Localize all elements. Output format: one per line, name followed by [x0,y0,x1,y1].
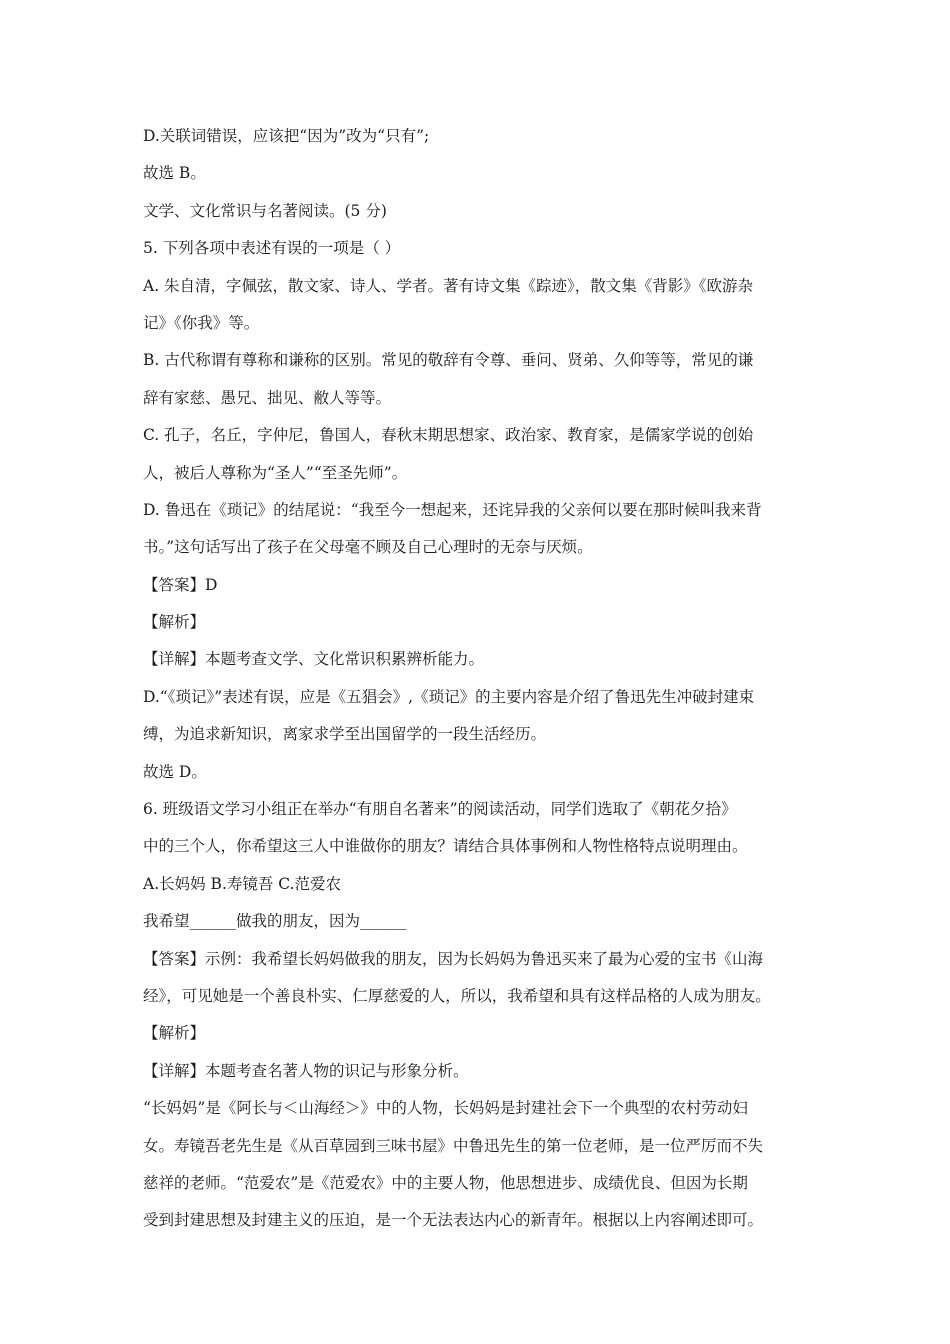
text-line: 故选 D。 [143,762,207,781]
option-c: C. 孔子，名丘，字仲尼，鲁国人，春秋末期思想家、政治家、教育家，是儒家学说的创始 [143,426,754,445]
question-6-options: A.长妈妈 B.寿镜吾 C.范爱农 [143,874,342,893]
option-a-cont: 记》《你我》等。 [143,313,260,332]
detail-line: 【详解】本题考查文学、文化常识积累辨析能力。 [143,650,485,669]
option-c-cont: 人，被后人尊称为“圣人”“至圣先师”。 [143,463,408,482]
detail-line: 缚，为追求新知识，离家求学至出国留学的一段生活经历。 [143,725,547,744]
detail-line: 受到封建思想及封建主义的压迫，是一个无法表达内心的新青年。根据以上内容阐述即可。 [143,1211,764,1230]
option-b-cont: 辞有家慈、愚兄、拙见、敝人等等。 [143,388,392,407]
detail-line: D.“《琐记》”表述有误，应是《五猖会》,《琐记》的主要内容是介绍了鲁迅先生冲破封建束 [143,687,755,706]
answer-cont: 经》，可见她是一个善良朴实、仁厚慈爱的人，所以，我希望和具有这样品格的人成为朋友。 [143,986,771,1005]
answer-label: 【答案】D [143,575,218,594]
question-6-stem-cont: 中的三个人，你希望这三人中谁做你的朋友？请结合具体事例和人物性格特点说明理由。 [143,837,748,856]
text-line: D.关联词错误，应该把“因为”改为“只有”; [143,127,430,145]
detail-line: 女。寿镜吾老先生是《从百草园到三味书屋》中鲁迅先生的第一位老师，是一位严厉而不失 [143,1136,764,1155]
answer-label: 【答案】示例：我希望长妈妈做我的朋友，因为长妈妈为鲁迅买来了最为心爱的宝书《山海 [143,949,764,968]
fill-blank-line: 我希望______做我的朋友，因为______ [143,912,407,931]
document-body [143,118,811,1240]
analysis-label: 【解析】 [143,1024,206,1043]
question-5-stem: 5. 下列各项中表述有误的一项是（ ） [143,239,401,258]
option-d-cont: 书。”这句话写出了孩子在父母毫不顾及自己心理时的无奈与厌烦。 [143,538,593,557]
option-a: A. 朱自清，字佩弦，散文家、诗人、学者。著有诗文集《踪迹》，散文集《背影》《欧游杂 [143,276,754,295]
detail-line: 【详解】本题考查名著人物的识记与形象分析。 [143,1061,469,1080]
detail-line: “长妈妈”是《阿长与＜山海经＞》中的人物，长妈妈是封建社会下一个典型的农村劳动妇 [143,1099,748,1118]
analysis-label: 【解析】 [143,613,206,632]
option-b: B. 古代称谓有尊称和谦称的区别。常见的敬辞有令尊、垂问、贤弟、久仰等等，常见的谦 [143,351,754,370]
question-6-stem: 6. 班级语文学习小组正在举办“有朋自名著来”的阅读活动，同学们选取了《朝花夕拾》 [143,800,737,819]
detail-line: 慈祥的老师。“范爱农”是《范爱农》中的主要人物，他思想进步、成绩优良、但因为长期 [143,1173,748,1192]
text-line: 故选 B。 [143,164,206,183]
option-d: D. 鲁迅在《琐记》的结尾说：“我至今一想起来，还诧异我的父亲何以要在那时候叫我来背 [143,500,762,519]
section-heading: 文学、文化常识与名著阅读。(5 分) [143,201,387,220]
